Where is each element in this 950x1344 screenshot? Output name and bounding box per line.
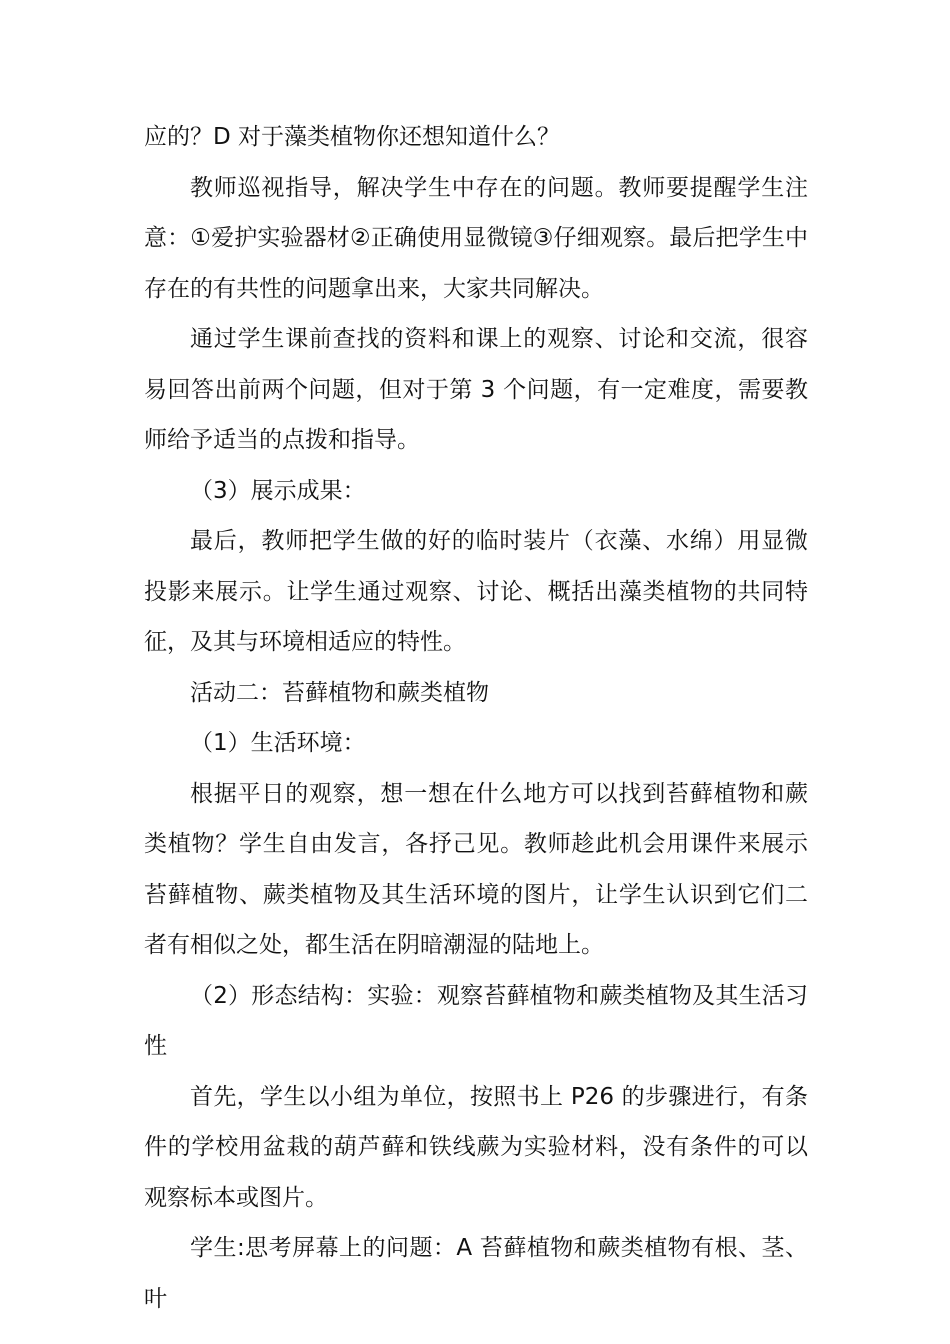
paragraph-7-heading: （1）生活环境： <box>190 730 366 756</box>
paragraph-8: 根据平日的观察，想一想在什么地方可以找到苔藓植物和蕨类植物？学生自由发言，各抒己见。教师趁此机会用课件来展示苔藓植物、蕨类植物及其生活环境的图片，让学生认识到它们二者有相似之处，都生活在阴暗潮湿的陆地上。 <box>144 780 808 958</box>
paragraph-1: 应的？D 对于藻类植物你还想知道什么？ <box>144 124 561 150</box>
paragraph-4-heading: （3）展示成果： <box>190 477 366 504</box>
paragraph-10: 首先，学生以小组为单位，按照书上 P26 的步骤进行，有条件的学校用盆栽的葫芦藓和铁线蕨为实验材料，没有条件的可以观察标本或图片。 <box>144 1083 808 1211</box>
paragraph-3: 通过学生课前查找的资料和课上的观察、讨论和交流，很容易回答出前两个问题，但对于第 3 个问题，有一定难度，需要教师给予适当的点拨和指导。 <box>144 326 808 453</box>
document-body <box>144 112 808 1324</box>
paragraph-2: 教师巡视指导，解决学生中存在的问题。教师要提醒学生注意：①爱护实验器材②正确使用显微镜③仔细观察。最后把学生中存在的有共性的问题拿出来，大家共同解决。 <box>144 174 808 302</box>
paragraph-5: 最后，教师把学生做的好的临时装片（衣藻、水绵）用显微投影来展示。让学生通过观察、讨论、概括出藻类植物的共同特征，及其与环境相适应的特性。 <box>144 528 808 655</box>
paragraph-11: 学生:思考屏幕上的问题：A 苔藓植物和蕨类植物有根、茎、叶 <box>144 1235 808 1312</box>
paragraph-6-heading: 活动二：苔藓植物和蕨类植物 <box>190 679 489 706</box>
paragraph-9-heading: （2）形态结构：实验：观察苔藓植物和蕨类植物及其生活习性 <box>144 982 808 1059</box>
